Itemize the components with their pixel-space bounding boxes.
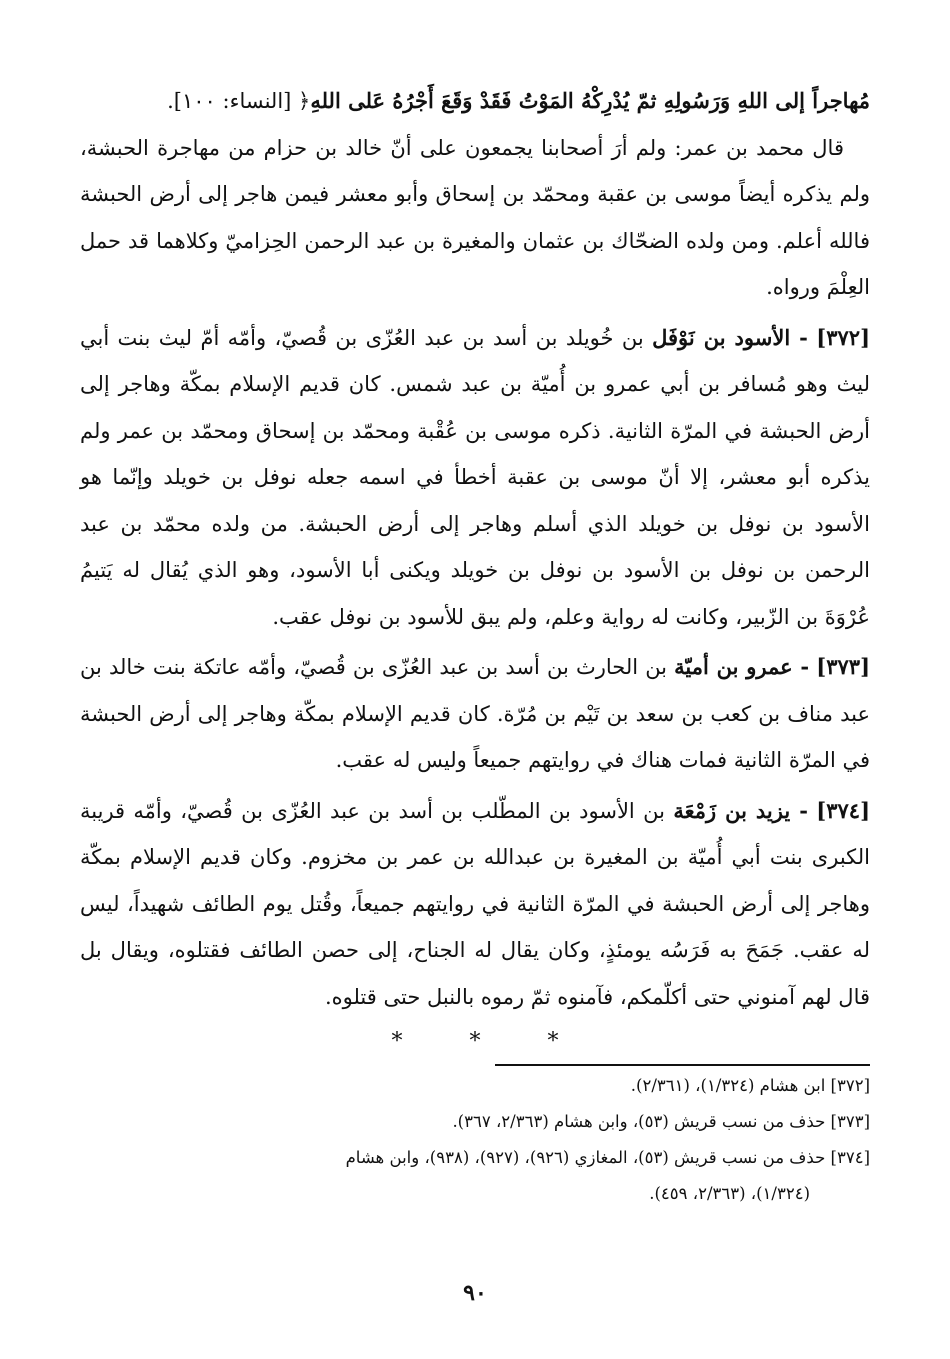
footnotes — [80, 1068, 870, 1212]
entry-373 — [80, 644, 870, 784]
footnote-374 — [80, 1140, 870, 1176]
star-glyph: * — [469, 1029, 481, 1054]
footnote-text: حذف من نسب قريش (٥٣)، وابن هشام (٢/٣٦٣، ٣٦٧). — [452, 1112, 826, 1131]
entry-374 — [80, 788, 870, 1021]
entry-text: بن الأسود بن المطّلب بن أسد بن عبد العُزّى بن قُصيّ، وأمّه قريبة الكبرى بنت أبي أُميّة بن المغيرة بن عبدالله بن عمر بن مخزوم. وكان قديم الإسلام بمكّة وهاجر إلى أرض الحبشة في المرّة الثانية في روايتهم جميعاً، وقُتل يوم الطائف شهيداً، ليس له عقب. جَمَحَ به فَرَسُه يومئذٍ، وكان يقال له الجناح، إلى حصن الطائف فقتلوه، ويقال بل قال لهم آمنوني حتى أكلّمكم، فآمنوه ثمّ رموه بالنبل حتى قتلوه. — [80, 798, 870, 1009]
footnote-372 — [80, 1068, 870, 1104]
footnote-number: [٣٧٢] — [830, 1076, 870, 1095]
footnote-text: (١/٣٢٤)، (٢/٣٦٣، ٤٥٩). — [649, 1184, 810, 1203]
quran-verse: مُهاجراً إلى اللهِ وَرَسُولِهِ ثمّ يُدْرِكْهُ المَوْتُ فَقَدْ وَقَعَ أَجْرُهُ عَلى اللهِ — [310, 88, 870, 113]
footnote-divider — [495, 1064, 870, 1066]
entry-number: [٣٧٤] — [816, 797, 870, 823]
star-glyph: * — [547, 1029, 559, 1054]
entry-name: - عمرو بن أميّة — [674, 654, 810, 679]
entry-name: - يزيد بن زَمْعَة — [673, 797, 808, 823]
page-body — [80, 78, 870, 1212]
footnote-text: حذف من نسب قريش (٥٣)، المغازي (٩٢٦)، (٩٢٧)، (٩٣٨)، وابن هشام — [345, 1148, 826, 1167]
quran-reference: ﴿ [النساء: ١٠٠]. — [167, 89, 311, 113]
section-separator-stars — [80, 1020, 870, 1064]
page-number: ٩٠ — [463, 1280, 487, 1306]
footnote-374-continuation — [80, 1176, 870, 1212]
footnote-number: [٣٧٤] — [830, 1148, 870, 1167]
entry-number: [٣٧٣] — [816, 654, 870, 679]
entry-text: بن الحارث بن أسد بن عبد العُزّى بن قُصيّ، وأمّه عاتكة بنت خالد بن عبد مناف بن كعب بن سعد بن تَيْم بن مُرّة. كان قديم الإسلام بمكّة وهاجر إلى أرض الحبشة في المرّة الثانية فمات هناك في روايتهم جميعاً وليس له عقب. — [80, 655, 870, 772]
quran-verse-paragraph — [80, 78, 870, 125]
entry-number: [٣٧٢] — [816, 324, 870, 350]
entry-372 — [80, 315, 870, 641]
intro-paragraph: قال محمد بن عمر: ولم أرَ أصحابنا يجمعون على أنّ خالد بن حزام من مهاجرة الحبشة، ولم يذكره أيضاً موسى بن عقبة ومحمّد بن إسحاق وأبو معشر فيمن هاجر إلى أرض الحبشة فالله أعلم. ومن ولده الضحّاك بن عثمان والمغيرة بن عبد الرحمن الحِزاميّ وكلاهما قد حمل العِلْمَ ورواه. — [80, 135, 870, 299]
entry-name: - الأسود بن نَوْفَل — [652, 324, 808, 350]
footnote-373 — [80, 1104, 870, 1140]
footnote-text: ابن هشام (١/٣٢٤)، (٢/٣٦١). — [630, 1076, 826, 1095]
entry-text: بن خُويلد بن أسد بن عبد العُزّى بن قُصيّ، وأمّه أمّ ليث بنت أبي ليث وهو مُسافر بن أبي عمرو بن أُميّة بن عبد شمس. كان قديم الإسلام بمكّة وهاجر إلى أرض الحبشة في المرّة الثانية. ذكره موسى بن عُقْبة ومحمّد بن إسحاق ومحمّد بن عمر ولم يذكره أبو معشر، إلا أنّ موسى بن عقبة أخطأ في اسمه جعله نوفل بن خويلد وإنّما هو الأسود بن نوفل بن خويلد الذي أسلم وهاجر إلى أرض الحبشة. من ولده محمّد بن عبد الرحمن بن نوفل بن الأسود بن نوفل بن خويلد ويكنى أبا الأسود، وهو الذي يُقال له يَتيمُ عُرْوَةَ بن الزّبير، وكانت له رواية وعلم، ولم يبق للأسود بن نوفل عقب. — [80, 325, 870, 629]
star-glyph: * — [391, 1029, 403, 1054]
footnote-number: [٣٧٣] — [830, 1112, 870, 1131]
